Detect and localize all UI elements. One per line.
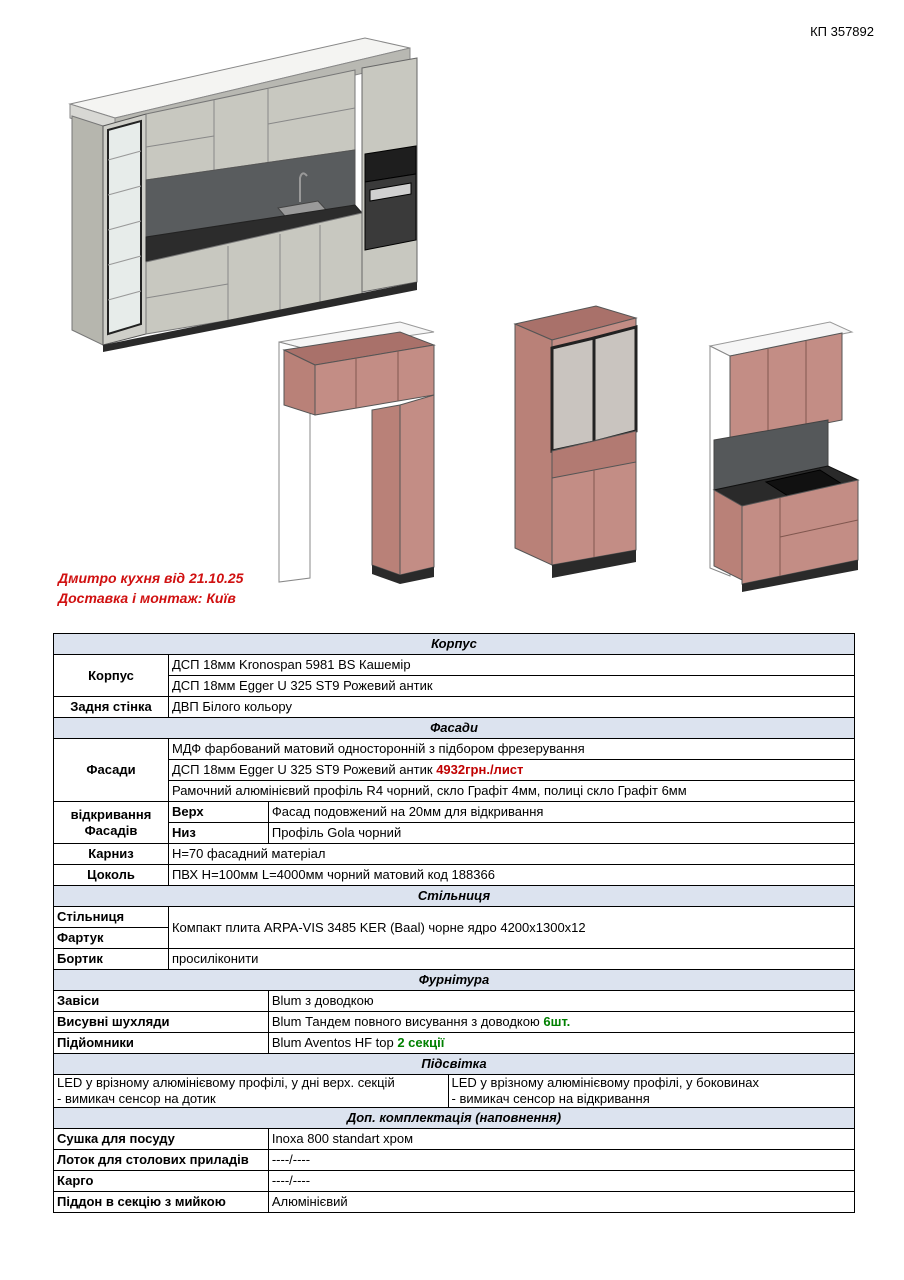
variant-1-drawing bbox=[279, 322, 434, 584]
section-pidsvitka bbox=[54, 1054, 855, 1075]
section-title: Підсвітка bbox=[54, 1054, 855, 1075]
table-row bbox=[54, 697, 855, 718]
lighting-right: LED у врізному алюмінієвому профілі, у боковинах - вимикач сенсор на відкривання bbox=[448, 1075, 854, 1108]
table-row bbox=[54, 781, 855, 802]
cornice-label: Карниз bbox=[54, 844, 169, 865]
table-row bbox=[54, 949, 855, 970]
variant-2-drawing bbox=[515, 306, 636, 578]
client-name: Дмитро кухня від 21.10.25 bbox=[58, 570, 244, 586]
table-row bbox=[54, 865, 855, 886]
plinth-value: ПВХ Н=100мм L=4000мм чорний матовий код 188366 bbox=[168, 865, 854, 886]
section-dop bbox=[54, 1108, 855, 1129]
cargo-label: Карго bbox=[54, 1171, 269, 1192]
korpus-value-2: ДСП 18мм Egger U 325 ST9 Рожевий антик bbox=[168, 676, 854, 697]
lifts-value: Blum Aventos HF top 2 секції bbox=[268, 1033, 854, 1054]
cutlery-tray-value: ----/---- bbox=[268, 1150, 854, 1171]
section-furnitura bbox=[54, 970, 855, 991]
countertop-label: Стільниця bbox=[54, 907, 169, 928]
table-row bbox=[54, 1171, 855, 1192]
opening-label: відкривання Фасадів bbox=[54, 802, 169, 844]
lifts-count: 2 секції bbox=[397, 1035, 445, 1050]
table-row bbox=[54, 1129, 855, 1150]
section-title: Доп. комплектація (наповнення) bbox=[54, 1108, 855, 1129]
client-info bbox=[58, 568, 243, 608]
section-title: Стільниця bbox=[54, 886, 855, 907]
kitchen-renderings bbox=[0, 0, 904, 630]
hinges-label: Завіси bbox=[54, 991, 269, 1012]
section-korpus bbox=[54, 634, 855, 655]
edge-value: просиліконити bbox=[168, 949, 854, 970]
fasady-value-2: ДСП 18мм Egger U 325 ST9 Рожевий антик 4932грн./лист bbox=[168, 760, 854, 781]
korpus-value-1: ДСП 18мм Kronospan 5981 BS Кашемір bbox=[168, 655, 854, 676]
table-row bbox=[54, 907, 855, 928]
price-highlight: 4932грн./лист bbox=[436, 762, 524, 777]
table-row bbox=[54, 676, 855, 697]
back-panel-value: ДВП Білого кольору bbox=[168, 697, 854, 718]
section-title: Фурнітура bbox=[54, 970, 855, 991]
table-row bbox=[54, 844, 855, 865]
section-fasady bbox=[54, 718, 855, 739]
delivery-info: Доставка і монтаж: Київ bbox=[58, 590, 236, 606]
fasady-label: Фасади bbox=[54, 739, 169, 802]
table-row bbox=[54, 760, 855, 781]
edge-label: Бортик bbox=[54, 949, 169, 970]
table-row bbox=[54, 802, 855, 823]
lighting-left: LED у врізному алюмінієвому профілі, у дні верх. секцій - вимикач сенсор на дотик bbox=[54, 1075, 449, 1108]
opening-top-value: Фасад подовжений на 20мм для відкривання bbox=[268, 802, 854, 823]
specification-table bbox=[53, 633, 855, 1213]
drawers-count: 6шт. bbox=[543, 1014, 571, 1029]
variant-3-drawing bbox=[710, 322, 858, 592]
countertop-value: Компакт плита ARPA-VIS 3485 KER (Baal) чорне ядро 4200х1300х12 bbox=[168, 907, 854, 949]
sink-tray-value: Алюмінієвий bbox=[268, 1192, 854, 1213]
table-row bbox=[54, 655, 855, 676]
table-row bbox=[54, 1150, 855, 1171]
back-panel-label: Задня стінка bbox=[54, 697, 169, 718]
korpus-label: Корпус bbox=[54, 655, 169, 697]
cargo-value: ----/---- bbox=[268, 1171, 854, 1192]
section-title: Фасади bbox=[54, 718, 855, 739]
drawers-value: Blum Тандем повного висування з доводкою 6шт. bbox=[268, 1012, 854, 1033]
table-row bbox=[54, 991, 855, 1012]
section-title: Корпус bbox=[54, 634, 855, 655]
section-stilnytsia bbox=[54, 886, 855, 907]
table-row bbox=[54, 1075, 855, 1108]
table-row bbox=[54, 823, 855, 844]
sink-tray-label: Піддон в секцію з мийкою bbox=[54, 1192, 269, 1213]
table-row bbox=[54, 1192, 855, 1213]
drawers-label: Висувні шухляди bbox=[54, 1012, 269, 1033]
apron-label: Фартук bbox=[54, 928, 169, 949]
table-row bbox=[54, 1033, 855, 1054]
hinges-value: Blum з доводкою bbox=[268, 991, 854, 1012]
fasady-value-3: Рамочний алюмінієвий профіль R4 чорний, скло Графіт 4мм, полиці скло Графіт 6мм bbox=[168, 781, 854, 802]
main-kitchen-drawing bbox=[70, 38, 417, 352]
opening-top-label: Верх bbox=[168, 802, 268, 823]
opening-bottom-label: Низ bbox=[168, 823, 268, 844]
document-number: КП 357892 bbox=[810, 24, 874, 39]
table-row bbox=[54, 739, 855, 760]
dryer-label: Сушка для посуду bbox=[54, 1129, 269, 1150]
dryer-value: Inoxa 800 standart хром bbox=[268, 1129, 854, 1150]
table-row bbox=[54, 1012, 855, 1033]
plinth-label: Цоколь bbox=[54, 865, 169, 886]
cutlery-tray-label: Лоток для столових приладів bbox=[54, 1150, 269, 1171]
opening-bottom-value: Профіль Gola чорний bbox=[268, 823, 854, 844]
fasady-value-1: МДФ фарбований матовий односторонній з підбором фрезерування bbox=[168, 739, 854, 760]
lifts-label: Підйомники bbox=[54, 1033, 269, 1054]
cornice-value: Н=70 фасадний матеріал bbox=[168, 844, 854, 865]
